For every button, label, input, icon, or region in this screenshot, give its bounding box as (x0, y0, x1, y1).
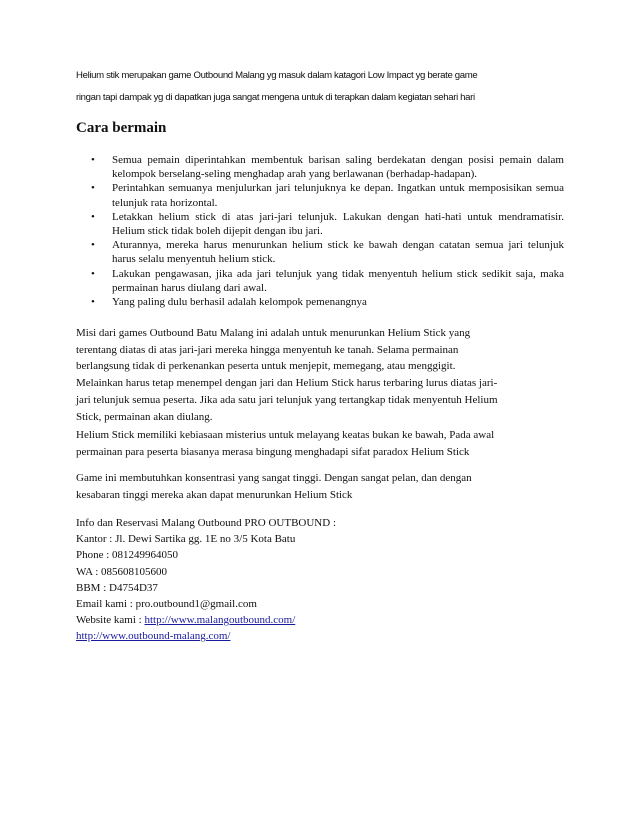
kebiasaan-paragraph (76, 427, 561, 460)
paragraph-line: Melainkan harus tetap menempel dengan jari dan Helium Stick harus terbaring lurus diatas jari- (76, 377, 498, 390)
steps-list (91, 153, 564, 309)
list-item: • Letakkan helium stick di atas jari-jari telunjuk. Lakukan dengan hati-hati untuk mendramatisir. Helium stick tidak boleh dijepit dengan ibu jari. (91, 210, 564, 238)
website-link-2[interactable]: http://www.outbound-malang.com/ (76, 630, 231, 643)
paragraph-line: Stick, permainan akan diulang. (76, 410, 213, 423)
website-line-2 (76, 628, 556, 644)
info-title: Info dan Reservasi Malang Outbound PRO OUTBOUND : (76, 517, 336, 529)
bbm-pin: BBM : D4754D37 (76, 581, 158, 594)
website-link-1[interactable]: http://www.malangoutbound.com/ (144, 614, 296, 627)
list-item: • Semua pemain diperintahkan membentuk barisan saling berdekatan dengan posisi pemain dalam kelompok berselang-seling menghadap arah yang berlawanan (berhadap-hadapan). (91, 154, 564, 181)
bullet-icon: • (91, 239, 95, 252)
list-item: • Yang paling dulu berhasil adalah kelompok pemenangnya (91, 296, 367, 309)
misi-paragraph (76, 325, 561, 425)
list-item: • Aturannya, mereka harus menurunkan helium stick ke bawah dengan catatan semua jari telunjuk harus selalu menyentuh helium stick. (91, 239, 564, 266)
intro-paragraph (76, 65, 576, 109)
contact-info (76, 515, 556, 645)
bullet-icon: • (91, 154, 95, 166)
konsentrasi-paragraph (76, 470, 561, 503)
website-label: Website kami : (76, 614, 145, 627)
bullet-icon: • (91, 210, 95, 223)
bullet-icon: • (91, 267, 95, 280)
email-address: Email kami : pro.outbound1@gmail.com (76, 598, 257, 611)
whatsapp-number: WA : 085608105600 (76, 565, 168, 578)
paragraph-line: Misi dari games Outbound Batu Malang ini adalah untuk menurunkan Helium Stick yang (76, 327, 471, 339)
paragraph-line: kesabaran tinggi mereka akan dapat menurunkan Helium Stick (76, 488, 353, 501)
office-address: Kantor : Jl. Dewi Sartika gg. 1E no 3/5 Kota Batu (76, 533, 296, 546)
intro-line: ringan tapi dampak yg di dapatkan juga sangat mengena untuk di terapkan dalam kegiatan sehari hari (76, 92, 475, 103)
intro-line: Helium stik merupakan game Outbound Malang yg masuk dalam katagori Low Impact yg berate game (76, 70, 478, 81)
paragraph-line: berlangsung tidak di perkenankan peserta untuk menjepit, memegang, atau menggigit. (76, 360, 456, 373)
list-item: • Lakukan pengawasan, jika ada jari telunjuk yang tidak menyentuh helium stick sedikit saja, maka permainan harus diulang dari awal. (91, 267, 564, 294)
section-heading: Cara bermain (76, 120, 167, 136)
phone-number: Phone : 081249964050 (76, 549, 179, 562)
paragraph-line: jari telunjuk semua peserta. Jika ada satu jari telunjuk yang tertangkap tidak menyentuh Helium (76, 393, 498, 406)
paragraph-line: terentang diatas di atas jari-jari mereka hingga menyentuh ke tanah. Selama permainan (76, 343, 459, 356)
website-line (76, 612, 556, 628)
paragraph-line: Helium Stick memiliki kebiasaan misterius untuk melayang keatas bukan ke bawah, Pada awal (76, 429, 495, 441)
paragraph-line: Game ini membutuhkan konsentrasi yang sangat tinggi. Dengan sangat pelan, dan dengan (76, 472, 472, 484)
list-item: • Perintahkan semuanya menjulurkan jari telunjuknya ke depan. Ingatkan untuk memposisikan semua telunjuk rata horizontal. (91, 182, 564, 209)
bullet-icon: • (91, 182, 95, 195)
bullet-icon: • (91, 296, 95, 309)
paragraph-line: permainan para peserta biasanya merasa bingung menghadapi sifat paradox Helium Stick (76, 445, 470, 458)
